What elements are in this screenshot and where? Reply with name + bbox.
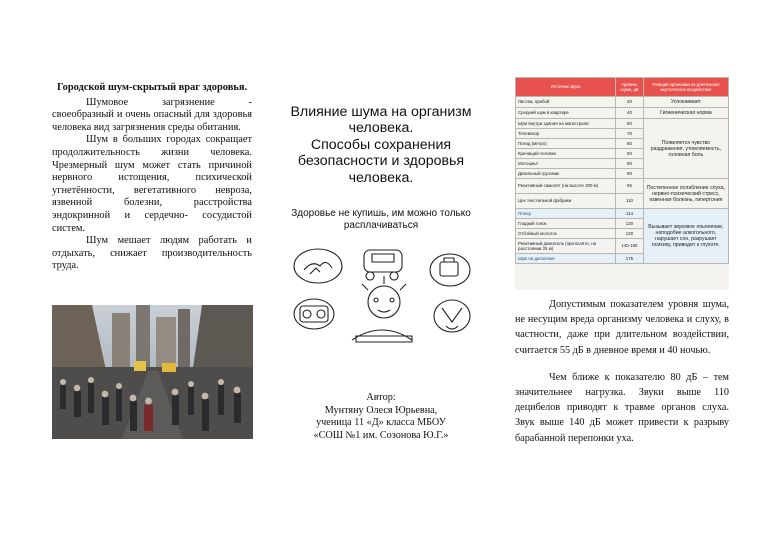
table-row: Мотоцикл 90 [516,159,729,169]
table-row: Цех текстильной фабрики 110 [516,194,729,209]
table-row: Реактивный двигатель (при взлёте, на расстоянии 25 м) 140-150 [516,239,729,254]
table-row: Листва, прибой 20 Успокаивает [516,97,729,108]
table-row: Реактивный самолёт (на высоте 300 м) 95 Постепенное ослабление слуха, нервно-психический стресс, язвенная болезнь, гипертония [516,179,729,194]
main-heading-line-1: Влияние шума на организм [290,104,472,120]
table-header-level: Уровень шума, дБ [616,78,644,97]
right-paragraph-1: Допустимым показателем уровня шума, не несущим вреда организму человека и слуху, в частности, даже при длительном воздействии, считается 55 дБ в дневное время и 40 ночью. [515,299,729,356]
main-heading-line-3: Способы сохранения [310,136,452,153]
left-title: Городской шум-скрытый враг здоровья. [56,82,248,93]
table-row: Средний шум в квартире 40 Гигиеническая норма [516,108,729,119]
right-paragraph-2: Чем ближе к показателю 80 дБ – тем значительнее нагрузка. Звуки выше 110 децибелов приводят к травме органов слуха. Звук выше 140 дБ может привести к разрыву барабанной перепонки уха. [515,371,729,444]
left-paragraph-2: Шум в больших городах сокращает продолжительность жизни человека. Чрезмерный шум может стать причиной нервного истощения, психической угнетённости, вегетативного невроза, язвенной болезни, расстройства эндокринной и сердечно- сосудистой систем. [52,134,252,234]
table-row: Поезд (метро) 80 [516,139,729,149]
table-row: Телевизор 70 [516,129,729,139]
middle-column [285,104,477,232]
table-row: Отбойный молоток 120 [516,229,729,239]
table-row: Гладкий гонок 120 [516,219,729,229]
author-school: «СОШ №1 им. Созонова Ю.Г.» [313,429,449,441]
noise-cartoon-icon [292,244,474,346]
author-block [285,392,477,442]
table-row: Плеер 114 Вызывает звуковое опьянение, наподобие алкогольного, нарушает сон, разрушает психику, приводит к глухоте. [516,209,729,219]
table-header-source: Источник звука [516,78,616,97]
author-label: Автор: [366,392,396,403]
left-paragraph-3: Шум мешает людям работать и отдыхать, снижает производительность труда. [52,235,252,272]
left-column [52,82,252,273]
table-row: Шум внутри здания на магистрали 60 Появляется чувство раздражения, утомляемость, головная боль [516,119,729,129]
city-street-photo-icon [52,305,253,439]
left-paragraph-1: Шумовое загрязнение - своеобразный и очень опасный для здоровья человека вид загрязнения среды обитания. [52,96,252,133]
author-class: ученица 11 «Д» класса МБОУ [316,417,446,429]
main-heading-line-4: безопасности и здоровья [297,153,465,170]
noise-level-table [515,77,729,290]
author-name: Мунтяну Олеся Юрьевна, [324,404,438,416]
city-street-photo [52,305,253,439]
main-heading-line-5: человека. [348,169,414,186]
table-row: Дизельный грузовик 90 [516,169,729,179]
table-row: Кричащий человек 80 [516,149,729,159]
noise-cartoon-illustration [292,244,474,346]
right-column [515,297,729,446]
table-header-effect: Реакция организма на длительное акустическое воздействие [643,78,728,97]
table-row: Шум на дискотеке 175 [516,254,729,264]
motto: Здоровье не купишь, им можно только расплачиваться [291,208,471,232]
main-heading-line-2: человека. [348,120,414,137]
